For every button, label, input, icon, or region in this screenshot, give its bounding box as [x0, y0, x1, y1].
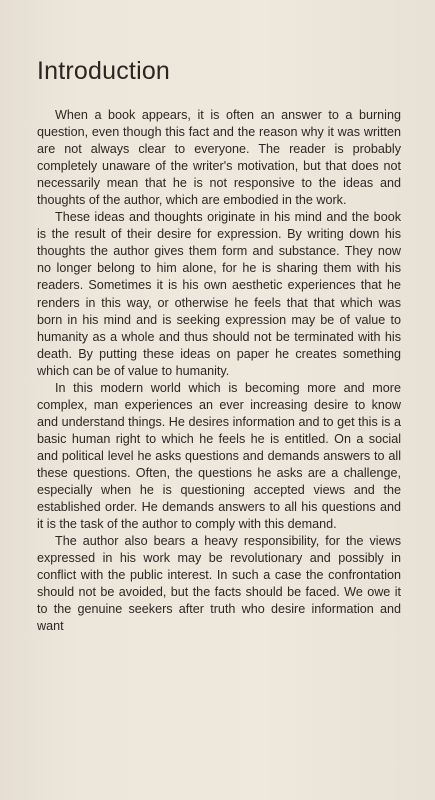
paragraph-2: These ideas and thoughts originate in his mind and the book is the result of their desire for expression. By writing down his thoughts the author gives them form and substance. They now no longer belong to him alone, for he is sharing them with his readers. Sometimes it is his own aesthetic experiences that he renders in this way, or otherwise he feels that that which was born in his mind and is seeking expression may be of value to humanity as a whole and thus should not be terminated with his death. By putting these ideas on paper he creates something which can be of value to humanity. [37, 210, 401, 378]
paragraph-4: The author also bears a heavy responsibility, for the views expressed in his work may be revolutionary and possibly in conflict with the public interest. In such a case the confrontation should not be avoided, but the facts should be faced. We owe it to the genuine seekers after truth who desire information and want [37, 534, 401, 634]
paragraph-1: When a book appears, it is often an answer to a burning question, even though this fact and the reason why it was written are not always clear to everyone. The reader is probably completely unaware of the writer's motivation, but that does not necessarily mean that he is not responsive to the ideas and thoughts of the author, which are embodied in the work. [37, 108, 401, 208]
body-text [37, 107, 401, 635]
paragraph-3: In this modern world which is becoming more and more complex, man experiences an ever increasing desire to know and understand things. He desires information and to get this is a basic human right to which he feels he is entitled. On a social and political level he asks questions and demands answers to all these questions. Often, the questions he asks are a challenge, especially when he is questioning accepted views and the established order. He demands answers to all his questions and it is the task of the author to comply with this demand. [37, 380, 401, 532]
chapter-heading: Introduction [37, 57, 171, 85]
